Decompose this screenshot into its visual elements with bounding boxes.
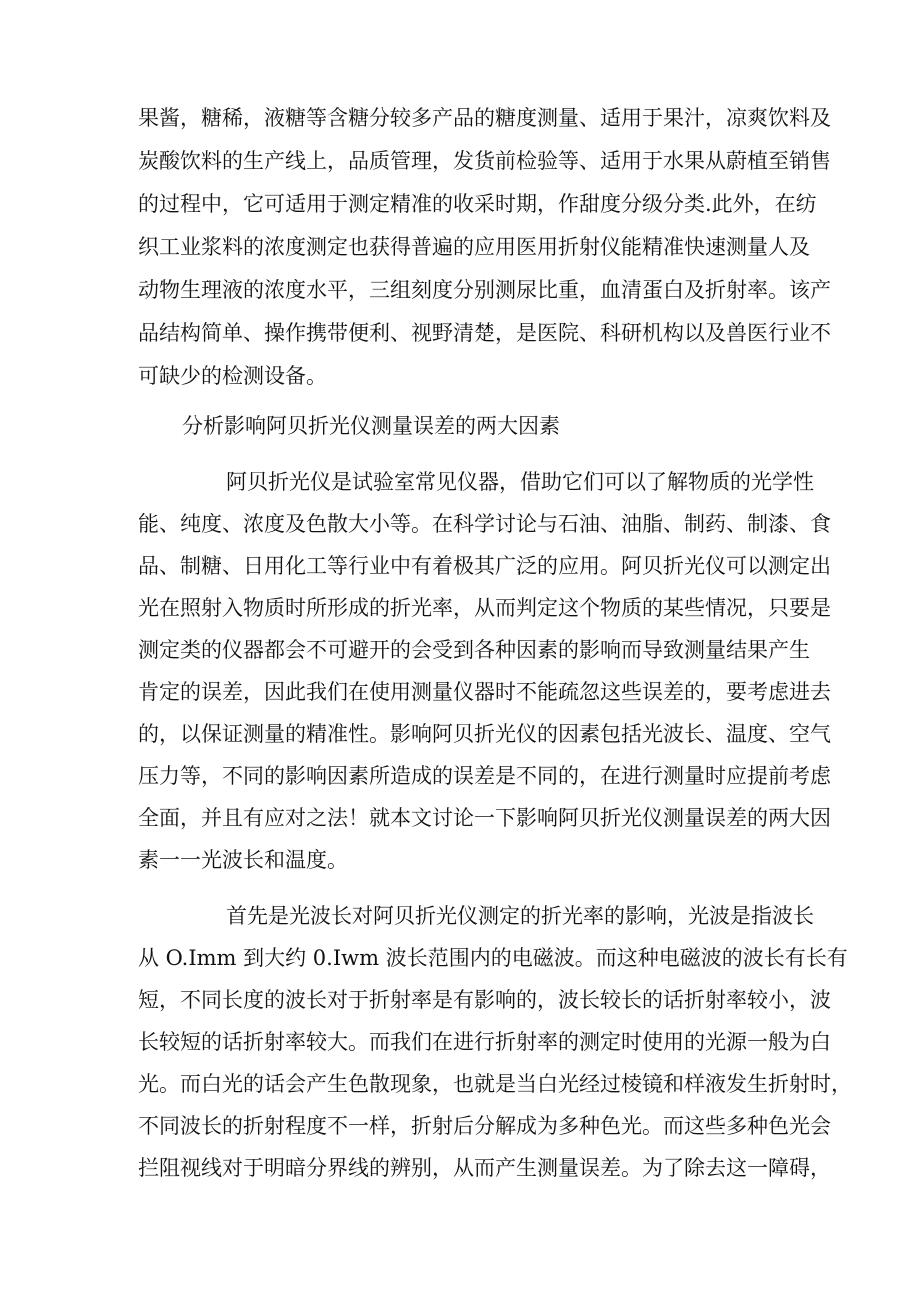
paragraph-2-line-7: 的，以保证测量的精准性。影响阿贝折光仪的因素包括光波长、温度、空气 xyxy=(138,722,831,746)
paragraph-1-line-1: 果酱，糖稀，液糖等含糖分较多产品的糖度测量、适用于果汁，凉爽饮料及 xyxy=(138,106,831,130)
paragraph-1-line-5: 动物生理液的浓度水平，三组刻度分别测尿比重，血清蛋白及折射率。该产 xyxy=(138,278,831,302)
paragraph-2-line-8: 压力等，不同的影响因素所造成的误差是不同的，在进行测量时应提前考虑 xyxy=(138,764,831,788)
paragraph-3-line-4: 长较短的话折射率较大。而我们在进行折射率的测定时使用的光源一般为白 xyxy=(138,1030,831,1054)
paragraph-2-line-10: 素一一光波长和温度。 xyxy=(138,848,348,872)
paragraph-3-line-1: 首先是光波长对阿贝折光仪测定的折光率的影响，光波是指波长 xyxy=(226,904,814,928)
paragraph-3-line-5: 光。而白光的话会产生色散现象，也就是当白光经过棱镜和样液发生折射时， xyxy=(138,1072,852,1096)
paragraph-2-line-2: 能、纯度、浓度及色散大小等。在科学讨论与石油、油脂、制药、制漆、食 xyxy=(138,512,831,536)
paragraph-3-line-3: 短，不同长度的波长对于折射率是有影响的，波长较长的话折射率较小，波 xyxy=(138,988,831,1012)
paragraph-2-line-9: 全面，并且有应对之法！就本文讨论一下影响阿贝折光仪测量误差的两大因 xyxy=(138,806,831,830)
paragraph-1-line-6: 品结构简单、操作携带便利、视野清楚，是医院、科研机构以及兽医行业不 xyxy=(138,321,831,345)
paragraph-3-line-7: 拦阻视线对于明暗分界线的辨别，从而产生测量误差。为了除去这一障碍， xyxy=(138,1156,831,1180)
paragraph-1-line-3: 的过程中，它可适用于测定精准的收采时期，作甜度分级分类.此外，在纺 xyxy=(138,192,817,216)
paragraph-2-line-4: 光在照射入物质时所形成的折光率，从而判定这个物质的某些情况，只要是 xyxy=(138,596,831,620)
paragraph-2-line-5: 测定类的仪器都会不可避开的会受到各种因素的影响而导致测量结果产生 xyxy=(138,638,810,662)
paragraph-2-line-3: 品、制糖、日用化工等行业中有着极其广泛的应用。阿贝折光仪可以测定出 xyxy=(138,554,831,578)
paragraph-2-line-6: 肯定的误差，因此我们在使用测量仪器时不能疏忽这些误差的，要考虑进去 xyxy=(138,680,831,704)
paragraph-2-line-1: 阿贝折光仪是试验室常见仪器，借助它们可以了解物质的光学性 xyxy=(226,470,814,494)
section-heading: 分析影响阿贝折光仪测量误差的两大因素 xyxy=(182,414,560,438)
paragraph-1-line-2: 炭酸饮料的生产线上，品质管理，发货前检验等、适用于水果从蔚植至销售 xyxy=(138,149,831,173)
paragraph-3-line-6: 不同波长的折射程度不一样，折射后分解成为多种色光。而这些多种色光会 xyxy=(138,1114,831,1138)
paragraph-1-line-7: 可缺少的检测设备。 xyxy=(138,364,327,388)
paragraph-3-line-2: 从 O.Imm 到大约 0.Iwm 波长范围内的电磁波。而这种电磁波的波长有长有 xyxy=(138,946,848,970)
paragraph-1-line-4: 织工业浆料的浓度测定也获得普遍的应用医用折射仪能精准快速测量人及 xyxy=(138,235,810,259)
